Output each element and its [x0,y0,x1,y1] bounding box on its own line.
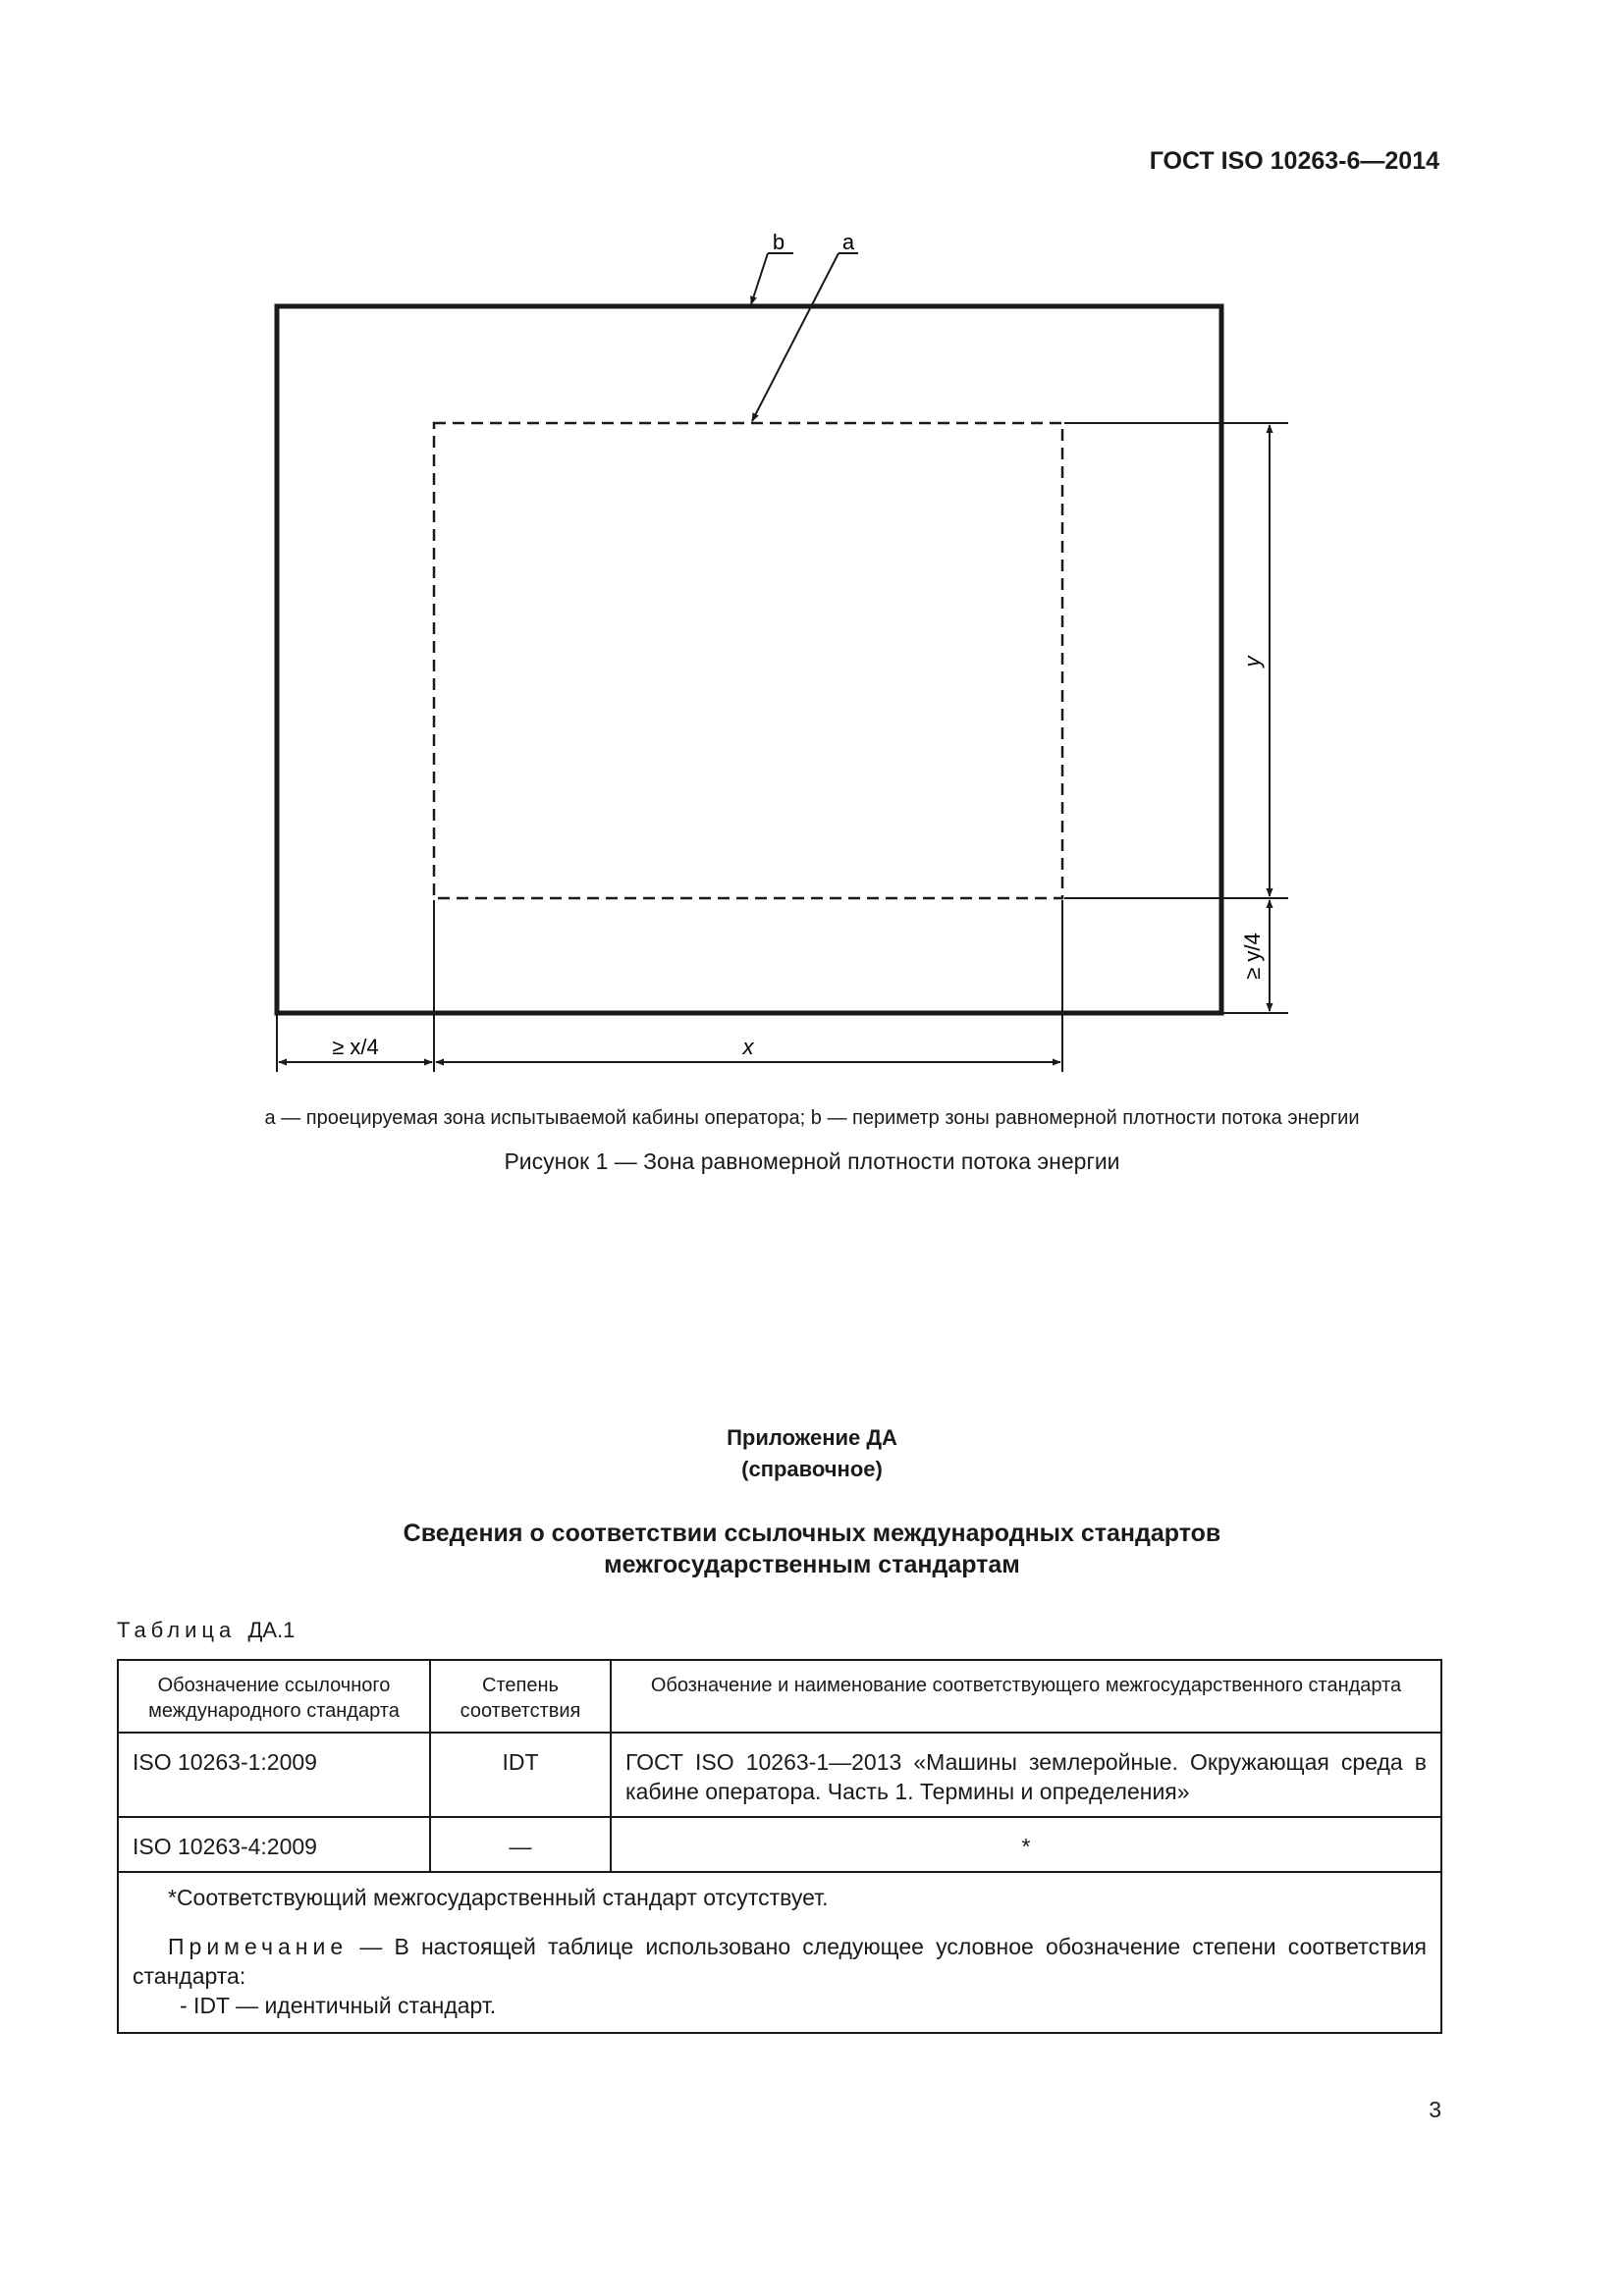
header-degree: Степень соответствия [430,1660,611,1733]
cell-gost-standard: ГОСТ ISO 10263-1—2013 «Машины землеройные. Окружающая среда в кабине оператора. Часть 1. Термины и определения» [611,1733,1441,1817]
label-b: b [772,230,785,254]
table-row [118,1817,1441,1872]
cell-degree: IDT [430,1733,611,1817]
table-header-row [118,1660,1441,1733]
note-list-item: - IDT — идентичный стандарт. [180,1993,497,2018]
dimension-label-y: y [1240,656,1265,667]
header-gost-standard: Обозначение и наименование соответствующего межгосударственного стандарта [611,1660,1441,1733]
projected-cabin-zone [434,423,1062,898]
uniform-zone-perimeter [277,306,1221,1013]
figure-caption: Рисунок 1 — Зона равномерной плотности потока энергии [504,1148,1120,1174]
cell-gost-standard: * [611,1817,1441,1872]
table-footnote: *Соответствующий межгосударственный стандарт отсутствует. [168,1885,829,1910]
table-label-word: Таблица [117,1618,237,1642]
cell-ref-standard: ISO 10263-4:2009 [118,1817,430,1872]
section-title-line-2: межгосударственным стандартам [604,1551,1020,1578]
table-label [117,1618,295,1643]
note-word: Примечание [168,1934,349,1959]
label-a: a [841,230,855,254]
table-note [133,1932,1427,1991]
table-notes-row [118,1872,1441,2033]
document-code-header: ГОСТ ISO 10263-6—2014 [1149,147,1439,175]
appendix-title: Приложение ДА [727,1425,897,1450]
cell-degree: — [430,1817,611,1872]
section-title-line-1: Сведения о соответствии ссылочных международных стандартов [403,1520,1221,1547]
leader-arrow-a [752,253,839,421]
cell-ref-standard: ISO 10263-1:2009 [118,1733,430,1817]
header-ref-standard: Обозначение ссылочного международного стандарта [118,1660,430,1733]
table-label-number: ДА.1 [247,1618,296,1642]
dimension-label-x: x [742,1035,754,1059]
note-text: — В настоящей таблице использовано следующее условное обозначение степени соответствия стандарта: [133,1934,1427,1989]
page-number: 3 [1429,2097,1441,2122]
leader-arrow-b [751,253,768,304]
dimension-label-y4: ≥ y/4 [1240,933,1265,980]
table-notes-cell [118,1872,1441,2033]
energy-density-zone-figure [0,0,1624,1099]
references-table [117,1659,1442,2034]
dimension-label-x4: ≥ x/4 [332,1035,379,1059]
table-row [118,1733,1441,1817]
figure-legend: a — проецируемая зона испытываемой кабины оператора; b — периметр зоны равномерной плотности потока энергии [264,1107,1360,1129]
appendix-subtitle: (справочное) [741,1457,883,1481]
